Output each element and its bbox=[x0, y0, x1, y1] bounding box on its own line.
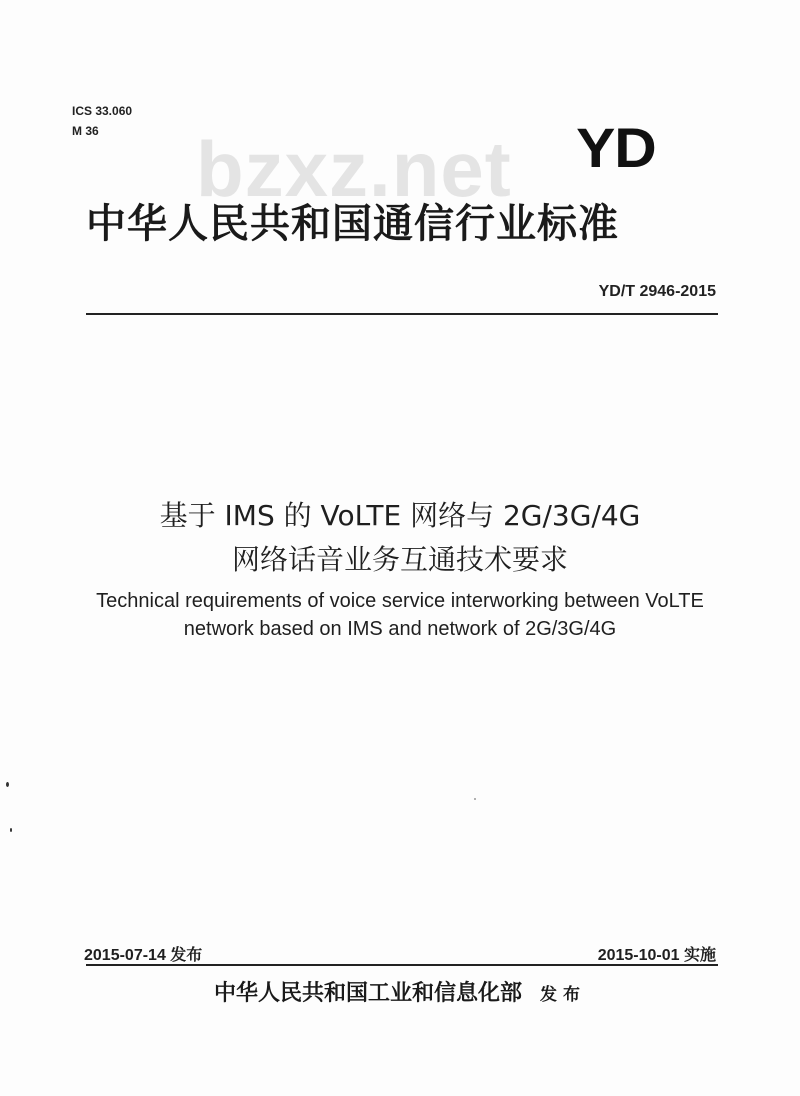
top-divider bbox=[86, 313, 718, 315]
watermark: bzxz.net bbox=[196, 125, 512, 213]
standard-number: YD/T 2946-2015 bbox=[598, 283, 716, 300]
document-title-zh-line2: 网络话音业务互通技术要求 bbox=[231, 543, 568, 576]
classification-code: M 36 bbox=[72, 124, 99, 138]
document-title-en-line2: network based on IMS and network of 2G/3G/4G bbox=[183, 618, 617, 640]
bottom-divider bbox=[86, 964, 718, 966]
scan-speck bbox=[6, 782, 9, 787]
document-title-en-line1: Technical requirements of voice service interworking between VoLTE bbox=[96, 590, 704, 612]
scan-speck bbox=[10, 828, 12, 832]
publish-date: 2015-07-14 发布 bbox=[84, 947, 203, 964]
issuer-name: 中华人民共和国工业和信息化部 bbox=[213, 980, 522, 1006]
issue-word: 发布 bbox=[540, 985, 586, 1005]
yd-logo: YD bbox=[576, 116, 656, 179]
issuing-authority bbox=[0, 976, 800, 1007]
scan-speck bbox=[474, 798, 476, 800]
document-title-zh-line1: 基于 IMS 的 VoLTE 网络与 2G/3G/4G bbox=[159, 499, 641, 532]
implement-date: 2015-10-01 实施 bbox=[597, 947, 716, 964]
ics-code: ICS 33.060 bbox=[72, 104, 133, 118]
standard-category-title: 中华人民共和国通信行业标准 bbox=[86, 201, 619, 247]
